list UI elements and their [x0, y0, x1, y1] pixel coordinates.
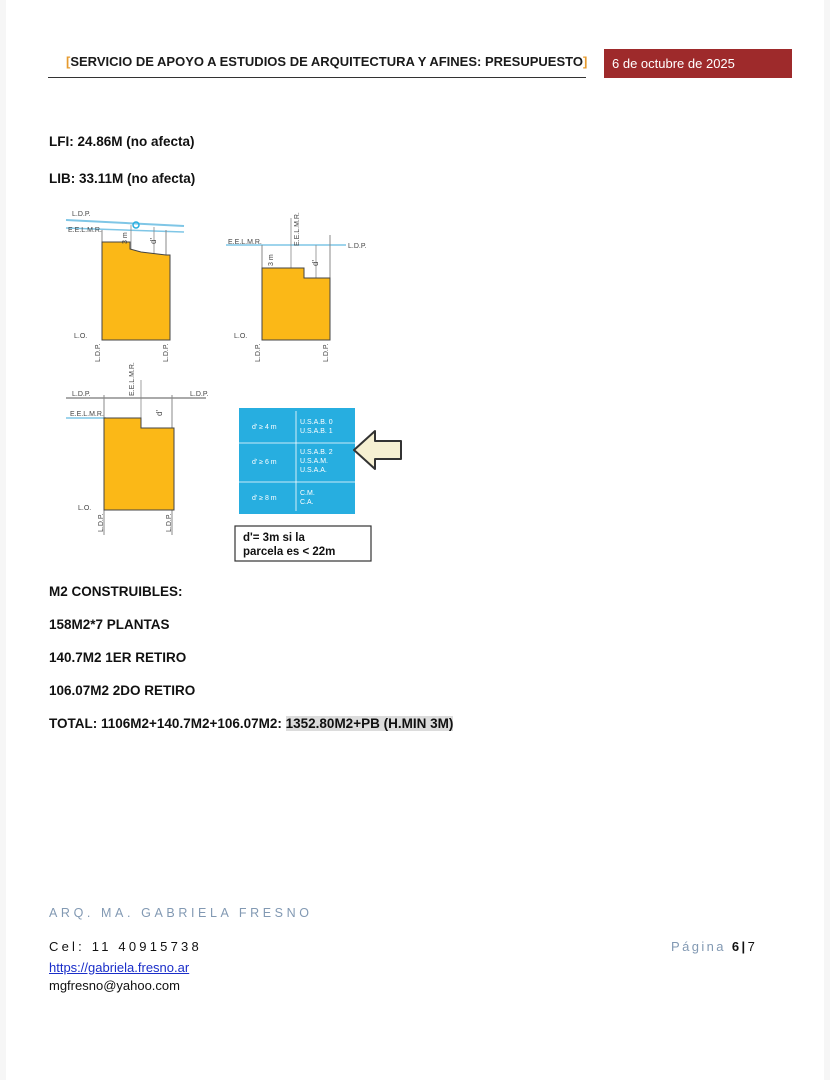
- document-page: [6, 0, 824, 1080]
- table-district-2b: U.S.A.M.: [300, 458, 329, 465]
- eelmr-vertical-2: E.E.L.M.R.: [294, 212, 301, 246]
- page-label: Página: [671, 939, 726, 954]
- page-separator: |: [741, 939, 748, 954]
- table-district-1a: U.S.A.B. 0: [300, 419, 333, 426]
- header-rule: [48, 77, 586, 78]
- table-district-3b: C.A.: [300, 499, 314, 506]
- lo-label-3: L.O.: [78, 505, 92, 512]
- table-district-3a: C.M.: [300, 490, 315, 497]
- ldp-label-2: L.D.P.: [348, 243, 367, 250]
- d-label-3: d': [155, 410, 164, 416]
- diagram-one: [66, 211, 184, 362]
- ldp-bottom-right: L.D.P.: [163, 343, 170, 362]
- eelmr-label: E.E.L.M.R.: [68, 227, 102, 234]
- table-cond-1: d' ≥ 4 m: [252, 424, 277, 431]
- total-line: [49, 716, 453, 731]
- table-cond-2: d' ≥ 6 m: [252, 459, 277, 466]
- diagram-two: [226, 212, 367, 362]
- table-district-1b: U.S.A.B. 1: [300, 428, 333, 435]
- floors-line: 158M2*7 PLANTAS: [49, 617, 170, 632]
- ldp-bottom-left: L.D.P.: [95, 343, 102, 362]
- eelmr-label-3: E.E.L.M.R.: [70, 411, 104, 418]
- table-district-2c: U.S.A.A.: [300, 467, 327, 474]
- total-prefix: TOTAL: 1106M2+140.7M2+106.07M2:: [49, 716, 286, 731]
- ldp-bottom-left-3: L.D.P.: [98, 513, 105, 532]
- table-district-2a: U.S.A.B. 2: [300, 449, 333, 456]
- ldp-bottom-right-2: L.D.P.: [323, 343, 330, 362]
- page-current: 6: [731, 939, 742, 954]
- note-line-2: parcela es < 22m: [243, 546, 336, 558]
- page-total: 7: [747, 939, 758, 954]
- ldp-label-3: L.D.P.: [72, 391, 91, 398]
- lo-label: L.O.: [74, 333, 88, 340]
- footer-author: ARQ. MA. GABRIELA FRESNO: [49, 906, 313, 920]
- ldp-label-3b: L.D.P.: [190, 391, 209, 398]
- note-line-1: d'= 3m si la: [243, 532, 305, 544]
- setback-diagram: [46, 200, 406, 570]
- lo-label-2: L.O.: [234, 333, 248, 340]
- total-highlight: 1352.80M2+PB (H.MIN 3M): [285, 716, 454, 731]
- pointer-arrow-icon: [354, 431, 401, 469]
- lfi-line: LFI: 24.86M (no afecta): [49, 134, 195, 149]
- eelmr-vertical-3: E.E.L.M.R.: [129, 362, 136, 396]
- d-label: d': [149, 238, 158, 244]
- setback-table: [239, 408, 355, 514]
- table-cond-3: d' ≥ 8 m: [252, 495, 277, 502]
- m2-heading: M2 CONSTRUIBLES:: [49, 584, 183, 599]
- ldp-bottom-right-3: L.D.P.: [166, 513, 173, 532]
- ldp-label-top: L.D.P.: [72, 211, 91, 218]
- footer-email: mgfresno@yahoo.com: [49, 978, 180, 993]
- eelmr-label-2: E.E.L.M.R.: [228, 239, 262, 246]
- bracket-close: ]: [582, 54, 588, 69]
- ldp-bottom-left-2: L.D.P.: [255, 343, 262, 362]
- note-box: [235, 526, 371, 561]
- header-date: 6 de octubre de 2025: [604, 49, 792, 78]
- footer-phone: Cel: 11 40915738: [49, 939, 202, 954]
- page-header: [66, 49, 792, 78]
- header-title: [66, 54, 587, 69]
- second-setback-line: 106.07M2 2DO RETIRO: [49, 683, 196, 698]
- header-title-text: SERVICIO DE APOYO A ESTUDIOS DE ARQUITECTURA Y AFINES: PRESUPUESTO: [70, 54, 583, 69]
- website-link[interactable]: https://gabriela.fresno.ar: [49, 960, 190, 975]
- bracket-open: [: [66, 54, 71, 69]
- diagram-three: [66, 362, 209, 535]
- d-label-2: d': [311, 260, 320, 266]
- three-m-label-2: 3 m: [268, 254, 275, 266]
- first-setback-line: 140.7M2 1ER RETIRO: [49, 650, 187, 665]
- three-m-label: 3 m: [122, 232, 129, 244]
- page-number: [671, 939, 757, 954]
- lib-line: LIB: 33.11M (no afecta): [49, 171, 196, 186]
